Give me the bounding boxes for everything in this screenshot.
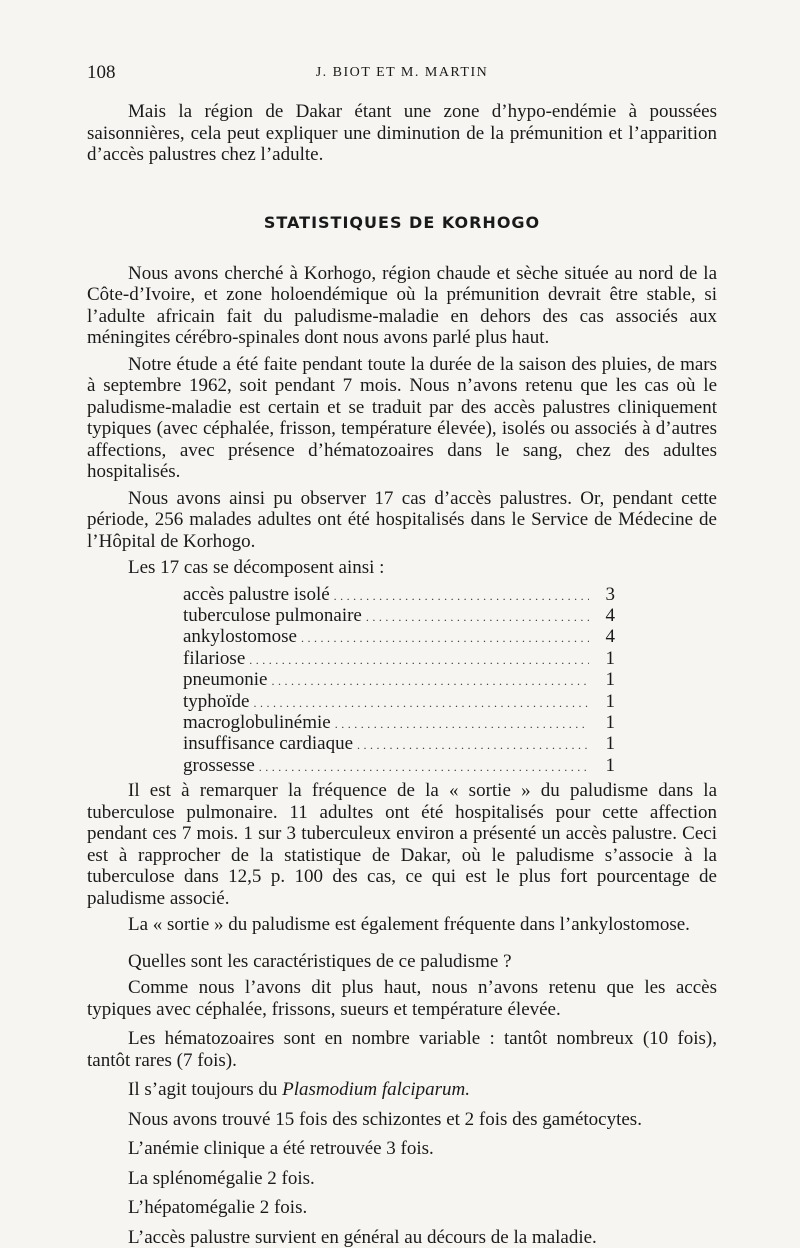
list-item [183, 713, 615, 734]
list-item [183, 756, 615, 777]
leader-dots [271, 672, 589, 691]
running-title: J. BIOT ET M. MARTIN [315, 65, 489, 80]
leader-dots [335, 715, 589, 734]
paragraph-hepatomegaly: L’hépatomégalie 2 fois. [128, 1197, 308, 1219]
leader-dots [301, 629, 589, 648]
plasmodium-prefix: Il s’agit toujours du [128, 1079, 283, 1101]
list-item-count: 1 [605, 690, 615, 712]
leader-dots [357, 736, 589, 755]
case-breakdown-list [183, 585, 615, 778]
paragraph-hematozoa: Les hématozoaires sont en nombre variable : tantôt nombreux (10 fois), tantôt rares (7 fois). [87, 1028, 717, 1071]
paragraph-typical-access: Comme nous l’avons dit plus haut, nous n’avons retenu que les accès typiques avec céphalée, frissons, sueurs et température élevée. [87, 977, 717, 1020]
paragraph-ankylostomose: La « sortie » du paludisme est également fréquente dans l’ankylostomose. [128, 914, 690, 936]
paragraph-list-intro: Les 17 cas se décomposent ainsi : [128, 557, 385, 578]
list-item-count: 3 [605, 583, 615, 605]
list-item-label: tuberculose pulmonaire [183, 604, 362, 626]
list-item-count: 1 [605, 754, 615, 776]
leader-dots [334, 587, 589, 606]
list-item [183, 649, 615, 670]
paragraph-context: Nous avons cherché à Korhogo, région chaude et sèche située au nord de la Côte-d’Ivoire, et zone holoendémique où la prémunition devrait être stable, si l’adulte africain fait du paludisme-maladie en dehors des cas associés aux méningites cérébro-spinales dont nous avons parlé plus haut. [87, 262, 717, 348]
intro-paragraph: Mais la région de Dakar étant une zone d’hypo-endémie à poussées saisonnières, cela peut expliquer une diminution de la prémunition et l’apparition d’accès palustres chez l’adulte. [87, 101, 717, 165]
list-item [183, 692, 615, 713]
list-item-label: macroglobulinémie [183, 711, 331, 733]
list-item-label: accès palustre isolé [183, 583, 330, 605]
paragraph-study: Notre étude a été faite pendant toute la durée de la saison des pluies, de mars à septembre 1962, soit pendant 7 mois. Nous n’avons retenu que les cas où le paludisme-maladie est certain et se traduit par des accès palustres cliniquement typiques (avec céphalée, frisson, température élevée), isolés ou associés à d’autres affections, avec présence d’hématozoaires dans le sang, chez des adultes hospitalisés. [87, 353, 717, 482]
list-item [183, 585, 615, 606]
list-item-label: typhoïde [183, 690, 250, 712]
paragraph-tuberculosis: Il est à remarquer la fréquence de la « sortie » du paludisme dans la tuberculose pulmonaire. 11 adultes ont été hospitalisés pour cette affection pendant ces 7 mois. 1 sur 3 tuberculeux environ a présenté un accès palustre. Ceci est à rapprocher de la statistique de Dakar, où le paludisme s’associe à la tuberculose dans 12,5 p. 100 des cas, ce qui est le plus fort pourcentage de paludisme associé. [87, 780, 717, 909]
list-item-label: filariose [183, 647, 246, 669]
list-item-label: ankylostomose [183, 626, 297, 648]
list-item-label: grossesse [183, 754, 255, 776]
paragraph-onset: L’accès palustre survient en général au décours de la maladie. [128, 1226, 597, 1248]
list-item-label: insuffisance cardiaque [183, 733, 354, 755]
species-name: Plasmodium falciparum. [282, 1079, 470, 1101]
leader-dots [254, 694, 590, 713]
leader-dots [249, 651, 589, 670]
leader-dots [259, 758, 589, 777]
section-title: STATISTIQUES DE KORHOGO [263, 212, 541, 232]
list-item-count: 4 [605, 604, 615, 626]
list-item-count: 1 [605, 647, 615, 669]
paragraph-question: Quelles sont les caractéristiques de ce paludisme ? [128, 950, 512, 972]
paragraph-observations: Nous avons ainsi pu observer 17 cas d’accès palustres. Or, pendant cette période, 256 malades adultes ont été hospitalisés dans le Service de Médecine de l’Hôpital de Korhogo. [87, 487, 717, 552]
running-head [87, 62, 717, 86]
list-item [183, 670, 615, 691]
list-item-count: 1 [605, 669, 615, 691]
list-item [183, 734, 615, 755]
page [87, 62, 717, 1248]
paragraph-splenomegaly: La splénomégalie 2 fois. [128, 1167, 315, 1189]
paragraph-plasmodium [87, 1079, 717, 1101]
list-item-count: 1 [605, 733, 615, 755]
paragraph-anemia: L’anémie clinique a été retrouvée 3 fois. [128, 1138, 434, 1160]
list-item-count: 4 [605, 626, 615, 648]
paragraph-schizontes: Nous avons trouvé 15 fois des schizontes et 2 fois des gamétocytes. [128, 1108, 642, 1130]
list-item [183, 606, 615, 627]
page-number: 108 [87, 62, 116, 83]
list-item [183, 627, 615, 648]
list-item-count: 1 [605, 711, 615, 733]
list-item-label: pneumonie [183, 669, 268, 691]
leader-dots [366, 608, 589, 627]
